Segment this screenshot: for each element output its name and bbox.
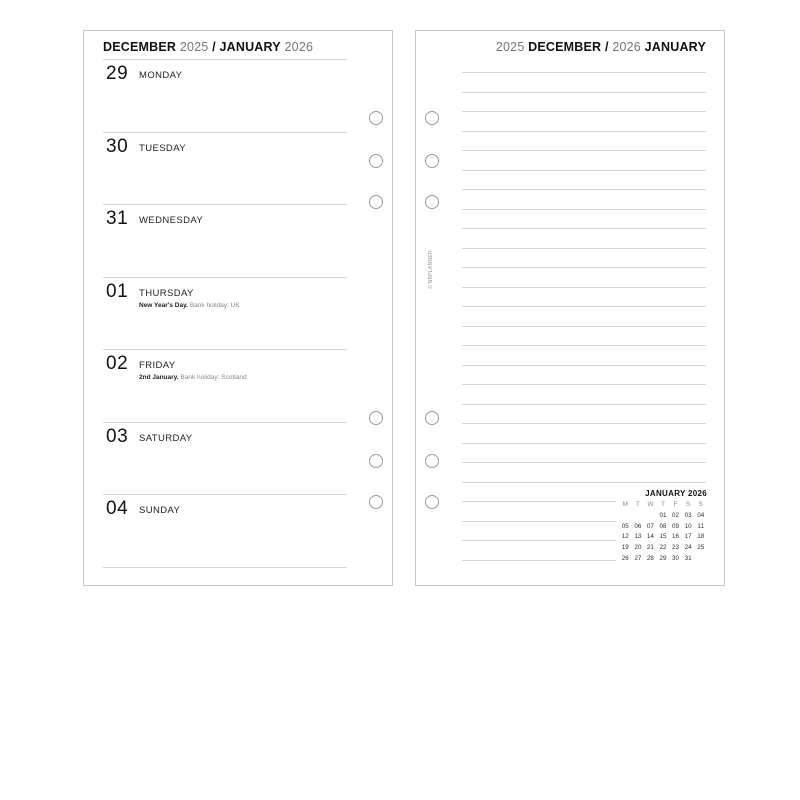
ring-hole-icon — [425, 111, 439, 125]
day-number: 01 — [106, 281, 129, 302]
ring-hole-icon — [369, 495, 383, 509]
date-cell: 31 — [684, 554, 692, 562]
date-cell — [644, 511, 657, 521]
note-line[interactable] — [462, 306, 706, 307]
ring-hole-icon — [369, 195, 383, 209]
date-cell: 27 — [634, 554, 642, 562]
mini-calendar-grid — [619, 500, 707, 564]
date-cell: 02 — [672, 511, 680, 519]
date-cell: 23 — [672, 544, 680, 552]
day-entry-tuesday[interactable] — [103, 133, 353, 205]
date-cell: 07 — [646, 522, 654, 530]
date-cell — [619, 511, 632, 521]
weekday-label: M — [622, 501, 628, 508]
ring-hole-icon — [369, 111, 383, 125]
left-planner-page — [83, 30, 393, 586]
header-separator: / — [601, 40, 613, 54]
note-line[interactable] — [462, 287, 706, 288]
date-cell: 18 — [697, 533, 705, 541]
note-line[interactable] — [462, 267, 706, 268]
weekday-label: T — [661, 501, 665, 508]
date-cell: 04 — [697, 511, 705, 519]
date-cell: 10 — [684, 522, 692, 530]
day-name: TUESDAY — [139, 143, 186, 154]
date-cell: 16 — [672, 533, 680, 541]
date-cell: 03 — [684, 511, 692, 519]
day-entry-wednesday[interactable] — [103, 205, 353, 277]
weekday-label: F — [673, 501, 678, 508]
date-cell: 24 — [684, 544, 692, 552]
ring-hole-icon — [425, 154, 439, 168]
holiday-detail: Bank holiday: Scotland — [178, 374, 247, 381]
day-name: SATURDAY — [139, 433, 193, 444]
holiday-title: New Year's Day. — [139, 302, 189, 309]
ring-hole-icon — [369, 411, 383, 425]
note-line[interactable] — [462, 404, 706, 405]
header-year-2026: 2026 — [612, 40, 641, 54]
day-name: MONDAY — [139, 70, 183, 81]
date-cell: 14 — [646, 533, 654, 541]
date-cell — [632, 511, 645, 521]
holiday-note — [139, 374, 247, 381]
holiday-title: 2nd January. — [139, 374, 179, 381]
ring-hole-icon — [369, 454, 383, 468]
note-line[interactable] — [462, 92, 706, 93]
note-line[interactable] — [462, 560, 616, 561]
note-line[interactable] — [462, 384, 706, 385]
note-line[interactable] — [462, 540, 616, 541]
ring-hole-icon — [425, 495, 439, 509]
note-line[interactable] — [462, 443, 706, 444]
note-line[interactable] — [462, 521, 616, 522]
note-line[interactable] — [462, 248, 706, 249]
holiday-note — [139, 302, 240, 309]
day-entry-sunday[interactable] — [103, 495, 353, 567]
note-line[interactable] — [462, 189, 706, 190]
date-cell: 12 — [621, 533, 629, 541]
date-cell: 26 — [621, 554, 629, 562]
ring-hole-icon — [369, 154, 383, 168]
header-month-december: DECEMBER — [103, 40, 177, 54]
note-line[interactable] — [462, 365, 706, 366]
mini-calendar-january-2026 — [619, 489, 707, 564]
date-cell — [694, 554, 707, 564]
mini-calendar-title: JANUARY 2026 — [645, 489, 707, 498]
weekday-label: T — [635, 501, 640, 508]
date-cell: 29 — [659, 554, 667, 562]
date-cell: 22 — [659, 544, 667, 552]
date-cell: 28 — [646, 554, 654, 562]
date-cell: 13 — [634, 533, 642, 541]
note-line[interactable] — [462, 131, 706, 132]
date-cell: 01 — [659, 511, 667, 519]
date-cell: 11 — [697, 522, 704, 530]
header-month-december: DECEMBER — [528, 40, 602, 54]
holiday-detail: Bank holiday: UK — [188, 302, 240, 309]
note-line[interactable] — [462, 170, 706, 171]
date-cell: 08 — [659, 522, 667, 530]
ring-hole-icon — [425, 195, 439, 209]
ring-hole-icon — [425, 454, 439, 468]
day-divider — [103, 567, 347, 568]
day-entry-saturday[interactable] — [103, 423, 353, 495]
day-entry-monday[interactable] — [103, 60, 353, 132]
day-entry-thursday[interactable] — [103, 278, 353, 350]
note-line[interactable] — [462, 501, 616, 502]
date-cell: 15 — [659, 533, 667, 541]
day-number: 02 — [106, 353, 129, 374]
day-name: SUNDAY — [139, 505, 181, 516]
note-line[interactable] — [462, 111, 706, 112]
day-entry-friday[interactable] — [103, 350, 353, 422]
date-cell: 09 — [672, 522, 680, 530]
date-cell: 20 — [634, 544, 642, 552]
weekday-label: S — [686, 501, 691, 508]
note-line[interactable] — [462, 345, 706, 346]
copyright-text: © NBPLANNER — [428, 250, 434, 289]
header-year-2025: 2025 — [495, 40, 525, 54]
note-line[interactable] — [462, 209, 706, 210]
day-number: 03 — [106, 426, 129, 447]
day-name: FRIDAY — [139, 360, 176, 371]
date-cell: 30 — [672, 554, 680, 562]
header-month-january: JANUARY — [644, 40, 706, 54]
date-cell: 19 — [621, 544, 629, 552]
note-line[interactable] — [462, 462, 706, 463]
header-separator: / — [208, 40, 220, 54]
date-cell: 25 — [697, 544, 705, 552]
date-cell: 21 — [646, 544, 654, 552]
note-line[interactable] — [462, 72, 706, 73]
ring-hole-icon — [425, 411, 439, 425]
weekday-label: S — [698, 501, 703, 508]
date-cell: 05 — [621, 522, 629, 530]
note-line[interactable] — [462, 228, 706, 229]
day-number: 30 — [106, 136, 129, 157]
note-line[interactable] — [462, 482, 706, 483]
day-number: 31 — [106, 208, 129, 229]
note-line[interactable] — [462, 423, 706, 424]
header-year-2026: 2026 — [284, 40, 314, 54]
date-cell: 17 — [684, 533, 692, 541]
day-name: THURSDAY — [139, 288, 194, 299]
header-month-january: JANUARY — [219, 40, 281, 54]
header-year-2025: 2025 — [179, 40, 209, 54]
day-number: 04 — [106, 498, 129, 519]
note-line[interactable] — [462, 150, 706, 151]
weekday-label: W — [647, 501, 654, 508]
day-number: 29 — [106, 63, 129, 84]
right-page-header — [496, 40, 706, 54]
right-planner-page — [415, 30, 725, 586]
left-page-header — [103, 40, 313, 54]
day-name: WEDNESDAY — [139, 215, 204, 226]
date-cell: 06 — [634, 522, 642, 530]
note-line[interactable] — [462, 326, 706, 327]
